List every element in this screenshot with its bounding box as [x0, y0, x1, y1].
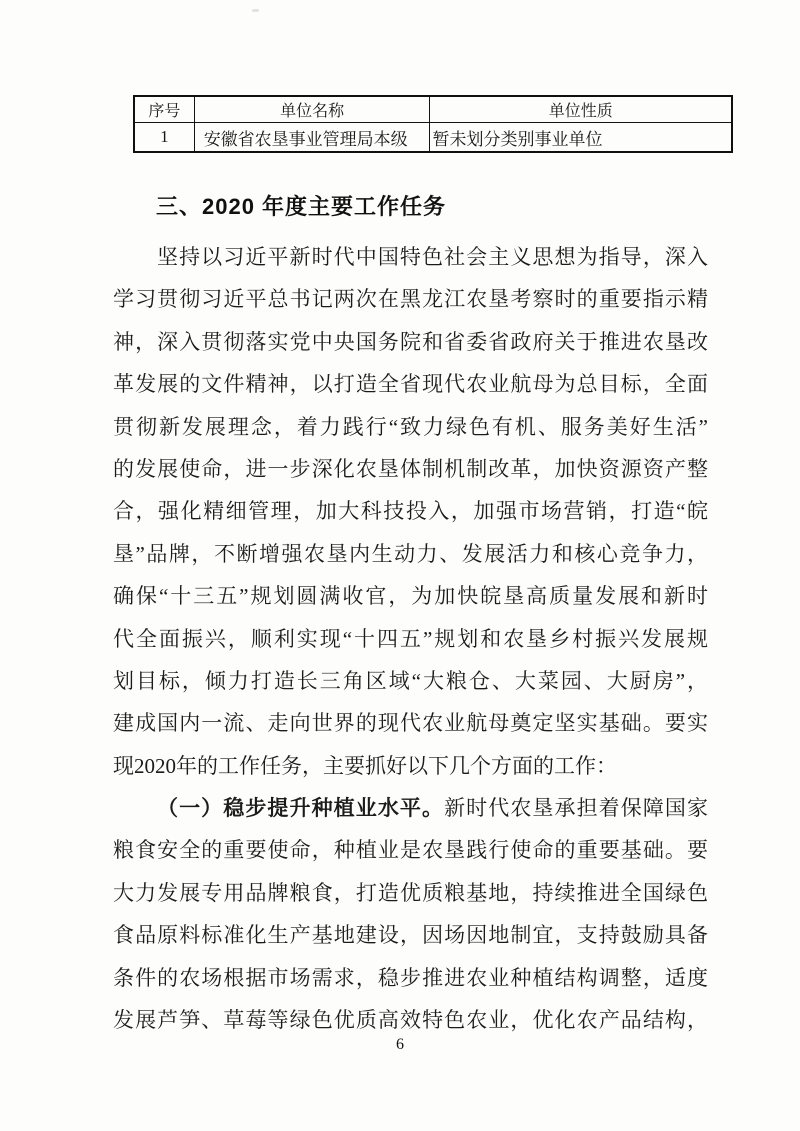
- text-line: 贯彻新发展理念，着力践行“致力绿色有机、服务美好生活”: [113, 414, 708, 439]
- text-line: 确保“十三五”规划圆满收官，为加快皖垦高质量发展和新时: [113, 584, 708, 609]
- unit-table: [133, 95, 733, 153]
- text-line: 粮食安全的重要使命，种植业是农垦践行使命的重要基础。要: [113, 838, 708, 863]
- text-line: 条件的农场根据市场需求，稳步推进农业种植结构调整，适度: [113, 965, 708, 990]
- text-line: 坚持以习近平新时代中国特色社会主义思想为指导，深入: [157, 245, 708, 269]
- table-header-row: [134, 96, 732, 123]
- cell-unit-nature: 暂未划分类别事业单位: [430, 123, 732, 153]
- text-line: 革发展的文件精神，以打造全省现代农业航母为总目标，全面: [113, 372, 708, 397]
- text-line: 发展芦笋、草莓等绿色优质高效特色农业，优化农产品结构，: [113, 1007, 708, 1032]
- table-header-unit-name: 单位名称: [194, 96, 430, 123]
- scan-artifact: [252, 9, 259, 12]
- page-number: 6: [396, 1036, 404, 1053]
- table-header-number: 序号: [134, 96, 194, 123]
- text-line: 代全面振兴，顺利实现“十四五”规划和农垦乡村振兴发展规: [113, 626, 708, 651]
- text-line: 学习贯彻习近平总书记两次在黑龙江农垦考察时的重要指示精: [113, 287, 708, 312]
- text-line: 建成国内一流、走向世界的现代农业航母奠定坚实基础。要实: [113, 711, 708, 736]
- table-header-unit-nature: 单位性质: [430, 96, 732, 123]
- item-one-text-start: 新时代农垦承担着保障国家: [444, 796, 708, 820]
- cell-row-number: 1: [134, 123, 194, 153]
- section-heading: 三、2020 年度主要工作任务: [156, 194, 447, 219]
- cell-unit-name: 安徽省农垦事业管理局本级: [194, 123, 430, 153]
- paragraph-item-one: [113, 787, 708, 1041]
- paragraph-main-tasks: [113, 236, 708, 787]
- item-one-title: （一）稳步提升种植业水平。: [157, 796, 445, 820]
- table-row: [134, 123, 732, 153]
- text-line: 合，强化精细管理，加大科技投入，加强市场营销，打造“皖: [113, 499, 708, 524]
- text-line: 食品原料标准化生产基地建设，因场因地制宜，支持鼓励具备: [113, 923, 708, 948]
- text-line: 大力发展专用品牌粮食，打造优质粮基地，持续推进全国绿色: [113, 880, 708, 905]
- text-line: 垦”品牌，不断增强农垦内生动力、发展活力和核心竞争力，: [113, 541, 708, 566]
- text-line: 现2020年的工作任务，主要抓好以下几个方面的工作：: [113, 753, 617, 778]
- text-line: 的发展使命，进一步深化农垦体制机制改革，加快资源资产整: [113, 456, 708, 481]
- text-line: 划目标，倾力打造长三角区域“大粮仓、大菜园、大厨房”，: [113, 668, 708, 693]
- text-line: [113, 787, 708, 829]
- text-line: 神，深入贯彻落实党中央国务院和省委省政府关于推进农垦改: [113, 329, 708, 354]
